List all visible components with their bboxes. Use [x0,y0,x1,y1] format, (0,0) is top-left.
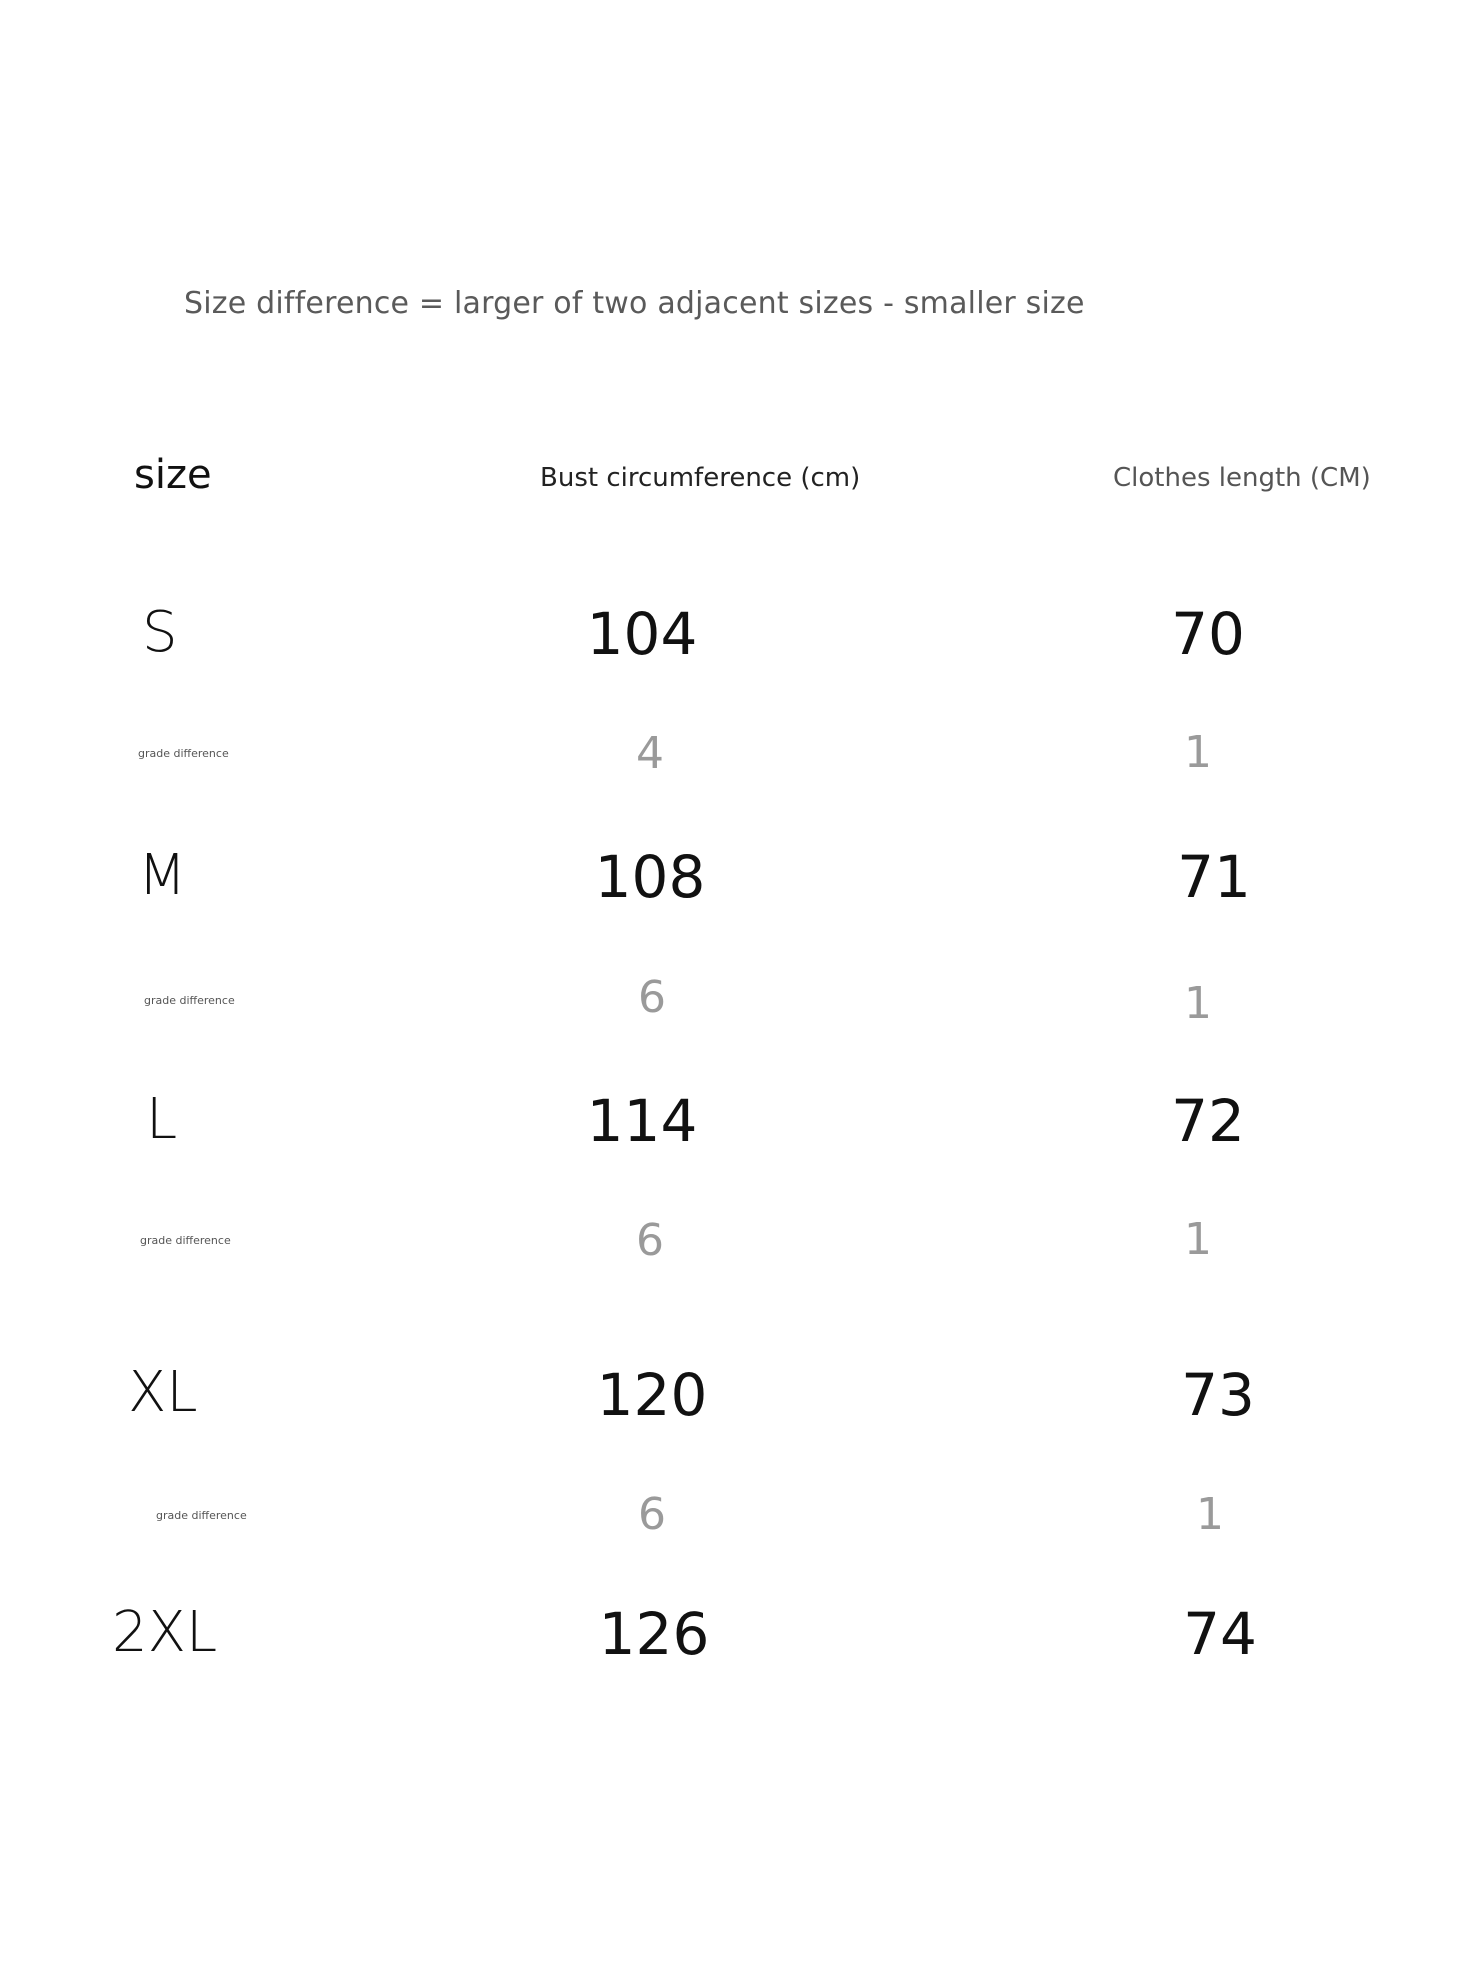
bust-value-xl: 120 [596,1361,708,1429]
header-size: size [134,452,212,498]
grade-length-value: 1 [1184,978,1212,1029]
length-value-m: 71 [1177,843,1251,911]
grade-length-value: 1 [1184,727,1212,778]
size-label-m: M [138,843,187,908]
header-length: Clothes length (CM) [1113,463,1371,493]
header-bust: Bust circumference (cm) [540,463,861,493]
size-label-l: L [146,1087,178,1152]
grade-bust-value: 6 [636,1215,664,1266]
grade-bust-value: 4 [636,728,664,779]
length-value-xl: 73 [1181,1361,1255,1429]
grade-length-value: 1 [1196,1489,1224,1540]
length-value-s: 70 [1171,600,1245,668]
size-label-xl: XL [128,1360,198,1425]
length-value-l: 72 [1171,1087,1245,1155]
size-label-2xl: 2XL [112,1600,218,1665]
grade-bust-value: 6 [638,972,666,1023]
bust-value-m: 108 [594,843,706,911]
length-value-2xl: 74 [1183,1600,1257,1668]
grade-difference-label: grade difference [156,1509,247,1522]
grade-difference-label: grade difference [144,994,235,1007]
grade-length-value: 1 [1184,1214,1212,1265]
grade-difference-label: grade difference [140,1234,231,1247]
size-difference-note: Size difference = larger of two adjacent sizes - smaller size [184,286,1085,321]
size-label-s: S [142,600,178,665]
grade-difference-label: grade difference [138,747,229,760]
bust-value-l: 114 [586,1087,698,1155]
grade-bust-value: 6 [638,1489,666,1540]
bust-value-s: 104 [586,600,698,668]
bust-value-2xl: 126 [598,1600,710,1668]
